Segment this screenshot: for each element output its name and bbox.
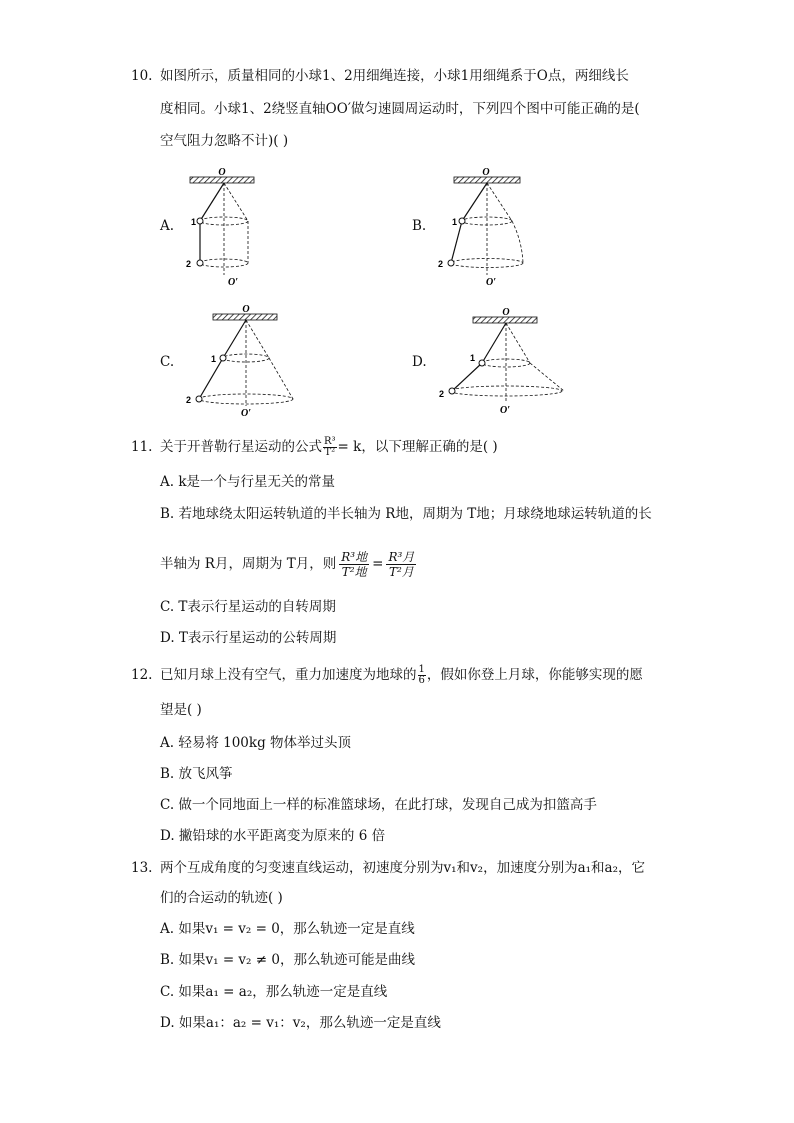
q11-fraction-denominator: T² (324, 447, 336, 458)
q11-option-b-line2 (160, 550, 419, 579)
q10-c-label-o-prime: O′ (241, 408, 252, 419)
q12-option-b: B. 放飞风筝 (160, 766, 233, 782)
q10-diagram-a (182, 165, 272, 290)
q13-option-c: C. 如果a₁ = a₂，那么轨迹一定是直线 (160, 984, 388, 1000)
q12-fraction-numerator: 1 (418, 664, 425, 675)
q12-stem-line2: 望是( ) (160, 702, 202, 718)
q10-b-label-o: O (482, 167, 490, 178)
q11-option-b-lhs-fraction (339, 550, 369, 579)
q10-diagram-b (436, 165, 536, 290)
q10-option-c-label: C. (160, 354, 175, 370)
q10-d-label-o: O (502, 307, 510, 318)
q12-option-c: C. 做一个同地面上一样的标准篮球场，在此打球，发现自己成为扣篮高手 (160, 797, 597, 813)
q12-fraction-denominator: 6 (418, 675, 425, 686)
q11-kepler-fraction (323, 437, 337, 458)
q12-stem-post: ，假如你登上月球，你能够实现的愿 (426, 667, 643, 683)
q12-stem-line1 (160, 665, 643, 686)
q10-c-label-o: O (242, 304, 250, 315)
q11-option-b-equals: = (372, 556, 384, 572)
q12-option-d: D. 撇铅球的水平距离变为原来的 6 倍 (160, 828, 386, 844)
q11-lhs-numerator: R³地 (341, 550, 368, 564)
q11-option-a: A. k是一个与行星无关的常量 (160, 474, 336, 490)
q13-stem-line1: 两个互成角度的匀变速直线运动，初速度分别为v₁和v₂，加速度分别为a₁和a₂，它 (160, 860, 645, 876)
q10-a-label-2: 2 (186, 259, 192, 269)
q10-option-a-label: A. (160, 218, 175, 234)
q12-stem-pre: 已知月球上没有空气，重力加速度为地球的 (160, 667, 417, 683)
q11-stem-pre: 关于开普勒行星运动的公式 (160, 439, 322, 455)
q13-option-b: B. 如果v₁ = v₂ ≠ 0，那么轨迹可能是曲线 (160, 952, 415, 968)
q10-d-label-o-prime: O′ (500, 405, 511, 416)
q11-option-d: D. T表示行星运动的公转周期 (160, 630, 337, 646)
q13-option-a: A. 如果v₁ = v₂ = 0，那么轨迹一定是直线 (160, 921, 415, 937)
q10-b-label-2: 2 (438, 259, 444, 269)
q10-number: 10. (131, 68, 153, 84)
q10-stem-line2: 度相同。小球1、2绕竖直轴OO′做匀速圆周运动时，下列四个图中可能正确的是( (160, 101, 640, 117)
q10-a-label-1: 1 (191, 217, 197, 227)
q11-stem-post: = k，以下理解正确的是( ) (337, 439, 498, 455)
q10-diagram-d (436, 305, 576, 420)
q11-lhs-denominator: T²地 (341, 565, 367, 579)
q10-stem-line3: 空气阻力忽略不计)( ) (160, 133, 289, 149)
q11-option-b-text: 半轴为 R月，周期为 T月，则 (160, 556, 337, 572)
q10-option-d-label: D. (412, 354, 427, 370)
q10-diagram-c (183, 302, 298, 420)
q13-option-d: D. 如果a₁：a₂ = v₁：v₂，那么轨迹一定是直线 (160, 1015, 441, 1031)
q11-rhs-numerator: R³月 (388, 550, 415, 564)
q12-option-a: A. 轻易将 100kg 物体举过头顶 (160, 735, 352, 751)
q11-stem (160, 437, 498, 458)
q13-number: 13. (131, 860, 153, 876)
q10-b-label-1: 1 (452, 217, 458, 227)
q10-d-label-2: 2 (439, 389, 445, 399)
q11-rhs-denominator: T²月 (388, 565, 414, 579)
q10-c-label-1: 1 (211, 354, 217, 364)
q12-gravity-fraction (418, 665, 426, 686)
q10-option-b-label: B. (412, 218, 427, 234)
q13-stem-line2: 们的合运动的轨迹( ) (160, 890, 283, 906)
q10-b-label-o-prime: O′ (486, 277, 497, 288)
q11-option-b-rhs-fraction (386, 550, 416, 579)
q11-option-c: C. T表示行星运动的自转周期 (160, 599, 336, 615)
q11-fraction-numerator: R³ (324, 436, 336, 447)
q10-stem-line1: 如图所示，质量相同的小球1、2用细绳连接，小球1用细绳系于O点，两细线长 (160, 68, 629, 84)
q12-number: 12. (131, 667, 153, 683)
q10-c-label-2: 2 (186, 395, 192, 405)
q10-a-label-o-prime: O′ (228, 277, 239, 288)
q10-d-label-1: 1 (470, 353, 476, 363)
q11-number: 11. (131, 439, 153, 455)
q11-option-b-line1: B. 若地球绕太阳运转轨道的半长轴为 R地，周期为 T地；月球绕地球运转轨道的长 (160, 506, 652, 522)
q10-a-label-o: O (218, 167, 226, 178)
